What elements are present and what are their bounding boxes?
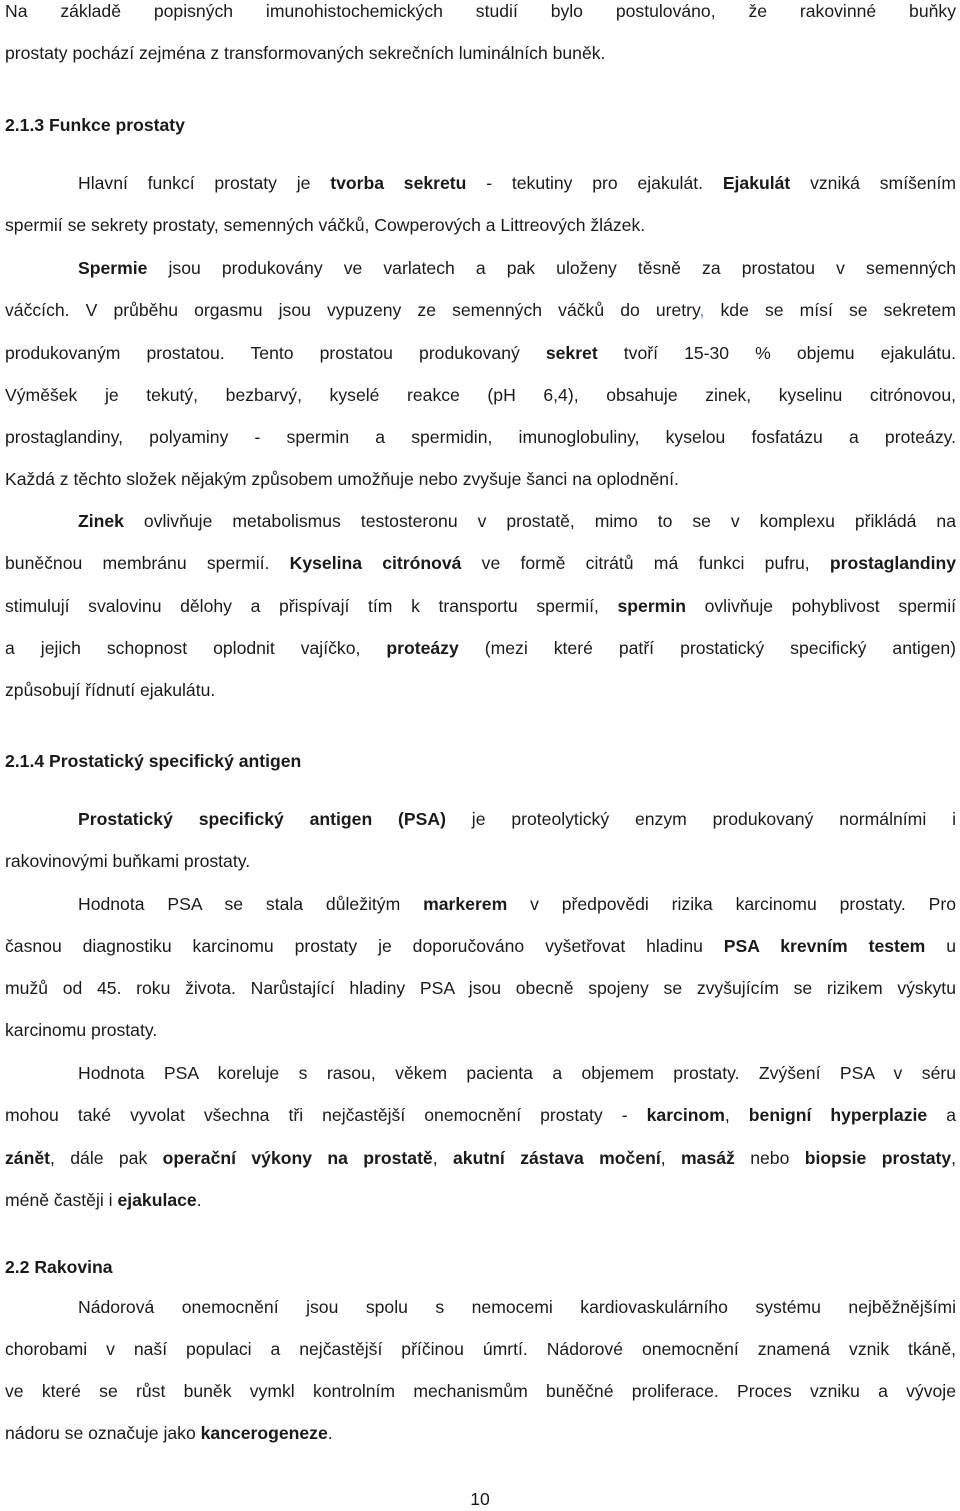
heading-2-1-3: 2.1.3 Funkce prostaty: [5, 115, 185, 135]
paragraph-line: mohou také vyvolat všechna tři nejčastější onemocnění prostaty - karcinom, benigní hyperplazie a: [5, 1105, 956, 1125]
heading-2-2: 2.2 Rakovina: [5, 1257, 113, 1277]
paragraph-line: Prostatický specifický antigen (PSA) je proteolytický enzym produkovaný normálními i: [78, 809, 956, 829]
paragraph-line: Zinek ovlivňuje metabolismus testosteronu v prostatě, mimo to se v komplexu přikládá na: [78, 511, 956, 531]
paragraph-line: buněčnou membránu spermií. Kyselina citrónová ve formě citrátů má funkci pufru, prostaglandiny: [5, 553, 956, 573]
paragraph-line: rakovinovými buňkami prostaty.: [5, 851, 251, 871]
intro-line-1: Na základě popisných imunohistochemických studií bylo postulováno, že rakovinné buňky: [5, 1, 956, 21]
paragraph-line: spermií se sekrety prostaty, semenných váčků, Cowperových a Littreových žlázek.: [5, 215, 646, 235]
page-number: 10: [470, 1489, 490, 1509]
paragraph-line: Hodnota PSA koreluje s rasou, věkem pacienta a objemem prostaty. Zvýšení PSA v séru: [78, 1063, 956, 1083]
heading-2-1-4: 2.1.4 Prostatický specifický antigen: [5, 751, 302, 771]
paragraph-line: časnou diagnostiku karcinomu prostaty je doporučováno vyšetřovat hladinu PSA krevním testem u: [5, 936, 956, 956]
paragraph-line: způsobují řídnutí ejakulátu.: [5, 680, 216, 700]
paragraph-line: prostaglandiny, polyaminy - spermin a spermidin, imunoglobuliny, kyselou fosfatázu a proteázy.: [5, 427, 956, 447]
paragraph-line: Hodnota PSA se stala důležitým markerem v předpovědi rizika karcinomu prostaty. Pro: [78, 894, 956, 914]
paragraph-line: méně častěji i ejakulace.: [5, 1190, 202, 1210]
intro-line-2: prostaty pochází zejména z transformovaných sekrečních luminálních buněk.: [5, 43, 606, 63]
paragraph-line: produkovaným prostatou. Tento prostatou produkovaný sekret tvoří 15-30 % objemu ejakulátu.: [5, 343, 956, 363]
paragraph-line: Nádorová onemocnění jsou spolu s nemocemi kardiovaskulárního systému nejběžnějšími: [78, 1297, 956, 1317]
paragraph-line: Spermie jsou produkovány ve varlatech a pak uloženy těsně za prostatou v semenných: [78, 258, 956, 278]
paragraph-line: zánět, dále pak operační výkony na prostatě, akutní zástava močení, masáž nebo biopsie prostaty,: [5, 1148, 957, 1168]
paragraph-line: váčcích. V průběhu orgasmu jsou vypuzeny ze semenných váčků do uretry, kde se mísí se sekretem: [5, 300, 956, 320]
paragraph-line: a jejich schopnost oplodnit vajíčko, proteázy (mezi které patří prostatický specifický antigen): [5, 638, 957, 658]
paragraph-line: ve které se růst buněk vymkl kontrolním mechanismům buněčné proliferace. Proces vzniku a vývoje: [5, 1381, 956, 1401]
paragraph-line: mužů od 45. roku života. Narůstající hladiny PSA jsou obecně spojeny se zvyšujícím se rizikem výskytu: [5, 978, 956, 998]
paragraph-line: nádoru se označuje jako kancerogeneze.: [5, 1423, 333, 1443]
paragraph-line: stimulují svalovinu dělohy a přispívají tím k transportu spermií, spermin ovlivňuje pohyblivost spermií: [5, 596, 956, 616]
paragraph-line: Výměšek je tekutý, bezbarvý, kyselé reakce (pH 6,4), obsahuje zinek, kyselinu citrónovou,: [5, 385, 956, 405]
paragraph-line: karcinomu prostaty.: [5, 1020, 158, 1040]
paragraph-line: Hlavní funkcí prostaty je tvorba sekretu - tekutiny pro ejakulát. Ejakulát vzniká smíšením: [78, 173, 956, 193]
paragraph-line: chorobami v naší populaci a nejčastější příčinou úmrtí. Nádorové onemocnění znamená vznik tkáně,: [5, 1339, 956, 1359]
paragraph-line: Každá z těchto složek nějakým způsobem umožňuje nebo zvyšuje šanci na oplodnění.: [5, 469, 679, 489]
